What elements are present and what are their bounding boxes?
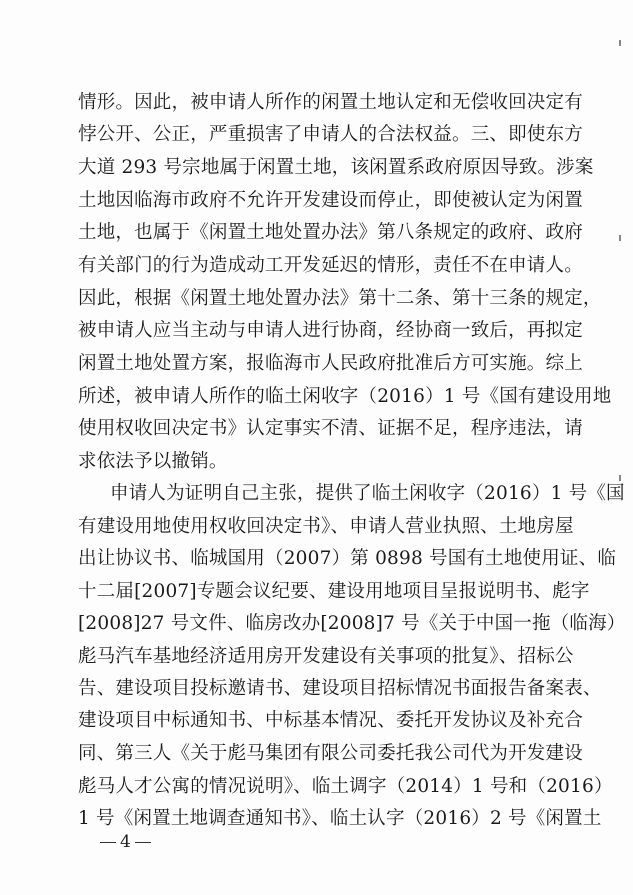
text-line: 情形。因此，被申请人所作的闲置土地认定和无偿收回决定有 — [78, 92, 583, 113]
page-number: 4 — [120, 832, 131, 852]
text-line: 土地因临海市政府不允许开发建设而停止，即使被认定为闲置 — [78, 190, 583, 211]
footer-dash-right — [135, 842, 151, 843]
text-line: 出让协议书、临城国用（2007）第 0898 号国有土地使用证、临 — [78, 548, 617, 569]
scan-edge-mark — [619, 475, 621, 481]
paragraph-first-line: 申请人为证明自己主张，提供了临土闲收字（2016）1 号《国 — [110, 483, 625, 504]
text-line: 求依法予以撤销。 — [78, 451, 228, 472]
scan-edge-mark — [619, 235, 621, 241]
text-line: 彪马汽车基地经济适用房开发建设有关事项的批复》、招标公 — [78, 646, 574, 667]
text-line: 彪马人才公寓的情况说明》、临土调字（2014）1 号和（2016） — [78, 776, 613, 797]
text-line: 告、建设项目投标邀请书、建设项目招标情况书面报告备案表、 — [78, 678, 602, 699]
text-line: 有建设用地使用权收回决定书》、申请人营业执照、土地房屋 — [78, 516, 574, 537]
text-line: [2008]27 号文件、临房改办[2008]7 号《关于中国一拖（临海） — [78, 613, 626, 634]
footer-dash-left — [100, 842, 116, 843]
text-line: 土地，也属于《闲置土地处置办法》第八条规定的政府、政府 — [78, 222, 583, 243]
text-line: 建设项目中标通知书、中标基本情况、委托开发协议及补充合 — [78, 710, 583, 731]
text-line: 大道 293 号宗地属于闲置土地，该闲置系政府原因导致。涉案 — [78, 157, 594, 178]
text-line: 有关部门的行为造成动工开发延迟的情形，责任不在申请人。 — [78, 255, 583, 276]
text-line: 被申请人应当主动与申请人进行协商，经协商一致后，再拟定 — [78, 320, 583, 341]
text-line: 1 号《闲置土地调查通知书》、临土认字（2016）2 号《闲置土 — [78, 808, 602, 829]
text-line: 使用权收回决定书》认定事实不清、证据不足，程序违法，请 — [78, 418, 583, 439]
text-line: 十二届[2007]专题会议纪要、建设用地项目呈报说明书、彪字 — [78, 581, 590, 602]
text-line: 悖公开、公正，严重损害了申请人的合法权益。三、即使东方 — [78, 124, 583, 145]
text-line: 因此，根据《闲置土地处置办法》第十二条、第十三条的规定， — [78, 288, 602, 309]
scan-edge-mark — [619, 40, 621, 46]
page-footer — [96, 830, 155, 854]
text-line: 所述，被申请人所作的临土闲收字（2016）1 号《国有建设用地 — [78, 386, 612, 407]
text-line: 闲置土地处置方案，报临海市人民政府批准后方可实施。综上 — [78, 353, 583, 374]
text-line: 同、第三人《关于彪马集团有限公司委托我公司代为开发建设 — [78, 743, 583, 764]
